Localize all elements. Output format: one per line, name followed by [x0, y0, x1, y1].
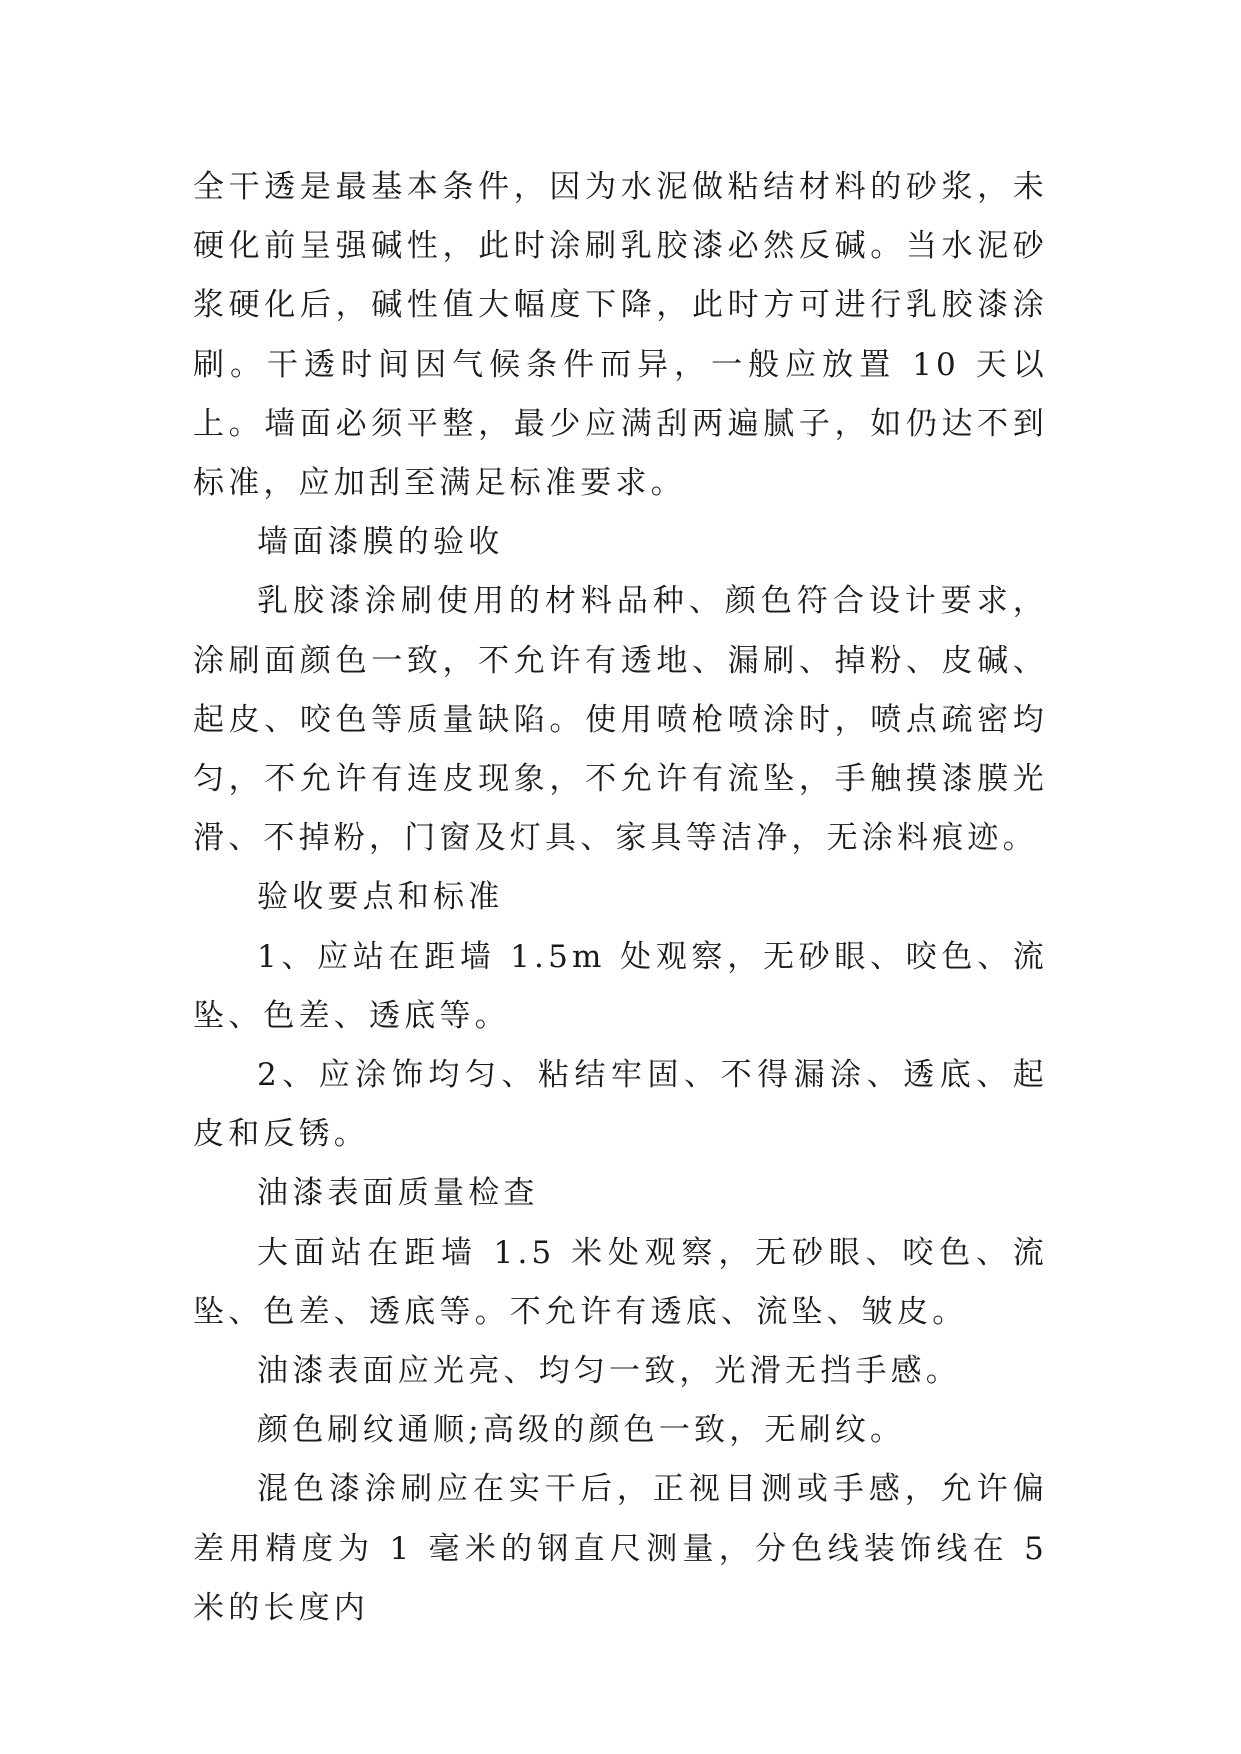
paragraph-latex-paint-standards: 乳胶漆涂刷使用的材料品种、颜色符合设计要求，涂刷面颜色一致，不允许有透地、漏刷、掉粉、皮碱、起皮、咬色等质量缺陷。使用喷枪喷涂时，喷点疏密均匀，不允许有连皮现象，不允许有流坠，手触摸漆膜光滑、不掉粉，门窗及灯具、家具等洁净，无涂料痕迹。: [193, 583, 1048, 857]
list-item-2: 2、应涂饰均匀、粘结牢固、不得漏涂、透底、起皮和反锈。: [193, 1057, 1048, 1153]
paragraph-surface-gloss: 油漆表面应光亮、均匀一致，光滑无挡手感。: [257, 1353, 961, 1390]
document-page: [193, 158, 1048, 1638]
heading-acceptance-points: 验收要点和标准: [257, 879, 504, 916]
heading-paint-surface-inspection: 油漆表面质量检查: [257, 1175, 539, 1212]
heading-wall-film-acceptance: 墙面漆膜的验收: [257, 524, 504, 561]
list-item-1: 1、应站在距墙 1.5m 处观察，无砂眼、咬色、流坠、色差、透底等。: [193, 938, 1048, 1034]
paragraph-brush-marks: 颜色刷纹通顺;高级的颜色一致，无刷纹。: [257, 1412, 906, 1449]
paragraph-surface-observation: 大面站在距墙 1.5 米处观察，无砂眼、咬色、流坠、色差、透底等。不允许有透底、流坠、皱皮。: [193, 1234, 1048, 1330]
paragraph-drying-requirements: 全干透是最基本条件，因为水泥做粘结材料的砂浆，未硬化前呈强碱性，此时涂刷乳胶漆必然反碱。当水泥砂浆硬化后，碱性值大幅度下降，此时方可进行乳胶漆涂刷。干透时间因气候条件而异，一般应放置 10 天以上。墙面必须平整，最少应满刮两遍腻子，如仍达不到标准，应加刮至满足标准要求。: [193, 169, 1048, 502]
paragraph-mixed-paint-tolerance: 混色漆涂刷应在实干后，正视目测或手感，允许偏差用精度为 1 毫米的钢直尺测量，分色线装饰线在 5 米的长度内: [193, 1471, 1048, 1626]
